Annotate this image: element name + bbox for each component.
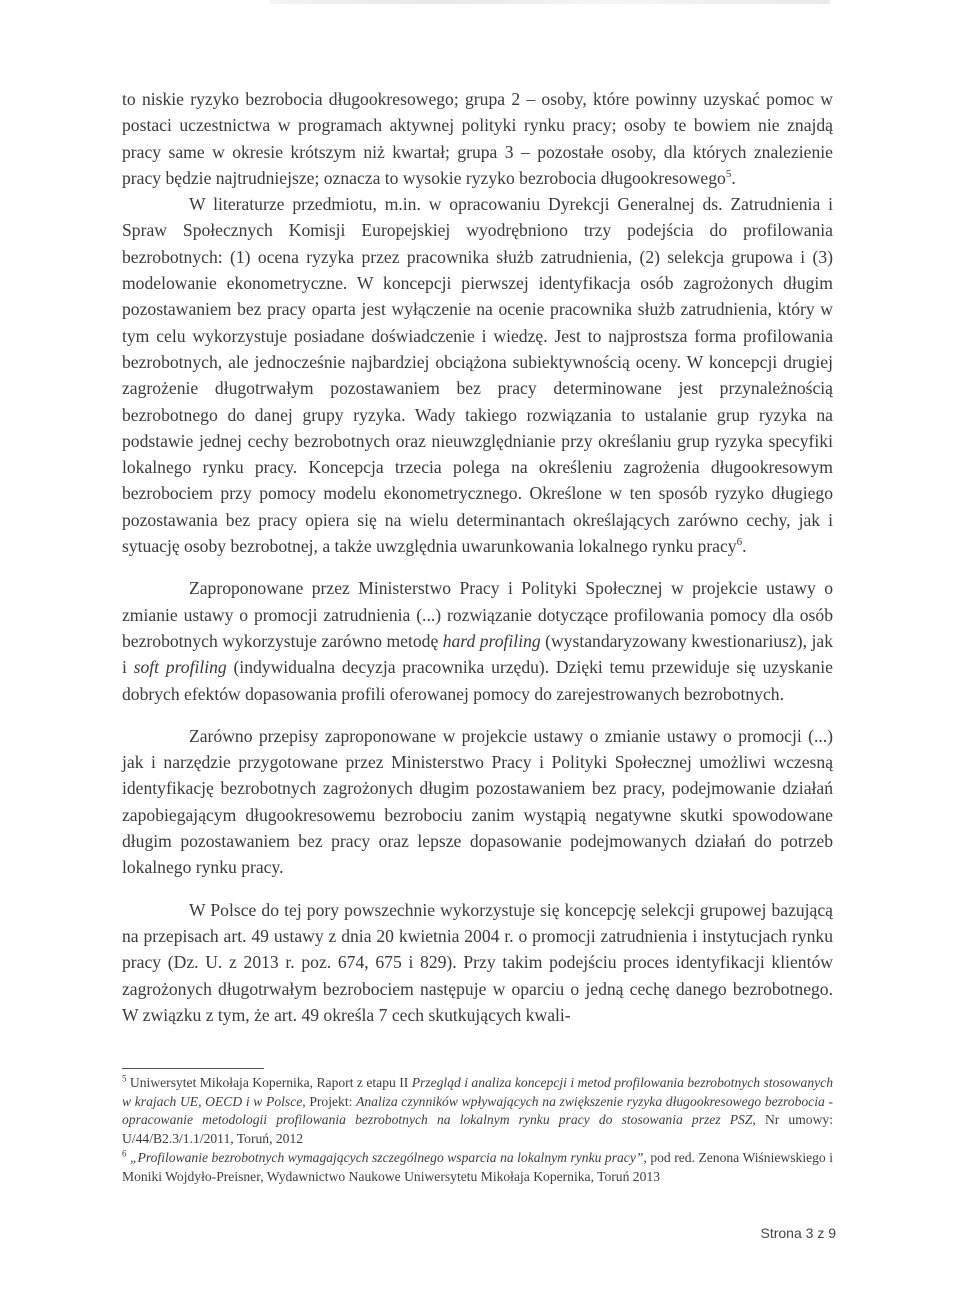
footnote-5-title: Przegląd i analiza koncepcji i metod profilowania bezrobotnych stosowanych w krajach UE, OECD i w Polsce — [122, 1075, 833, 1109]
paragraph-1-text: to niskie ryzyko bezrobocia długookresowego; grupa 2 – osoby, które powinny uzyskać pomoc w postaci uczestnictwa w programach aktywnej polityki rynku pracy; osoby te bowiem nie znajdą pracy same w okresie krótszym niż kwartał; grupa 3 – pozostałe osoby, dla których znalezienie pracy będzie najtrudniejsze; oznacza to wysokie ryzyko bezrobocia długookresowego — [122, 89, 833, 188]
footnote-5-text-c: , Nr umowy: U/44/B2.3/1.1/2011, Toruń, 2012 — [122, 1112, 833, 1147]
footnote-ref-6: 6 — [736, 536, 743, 549]
footnote-5-project: Analiza czynników wpływających na zwiększenie ryzyka długookresowego bezrobocia - opracowanie metodologii profilowania bezrobotnych na lokalnym rynku pracy do stosowania przez PSZ — [122, 1093, 833, 1128]
page-number: Strona 3 z 9 — [760, 1225, 836, 1241]
footnote-ref-5: 5 — [725, 168, 732, 181]
paragraph-2 — [122, 191, 833, 559]
footnote-5-number: 5 — [122, 1073, 127, 1084]
body-text — [122, 86, 833, 1028]
paragraph-1 — [122, 86, 833, 191]
paragraph-4: Zarówno przepisy zaproponowane w projekcie ustawy o zmianie ustawy o promocji (...) jak i narzędzie przygotowane przez Ministerstwo Pracy i Polityki Społecznej umożliwi wczesną identyfikację bezrobotnych zagrożonych długim pozostawaniem bez pracy, podejmowanie działań zapobiegającym długookresowemu bezrobociu zanim wystąpią negatywne skutki spowodowane długim pozostawaniem bez pracy oraz lepsze dopasowanie podejmowanych działań do potrzeb lokalnego rynku pracy. — [122, 725, 833, 878]
term-soft-profiling: soft profiling — [133, 657, 227, 678]
footnote-5 — [122, 1074, 833, 1149]
footnote-5-text-b: , Projekt: — [302, 1093, 357, 1109]
paragraph-1-end: . — [731, 167, 736, 188]
paragraph-3 — [122, 575, 833, 706]
paragraph-5: W Polsce do tej pory powszechnie wykorzystuje się koncepcję selekcji grupowej bazującą na przepisach art. 49 ustawy z dnia 20 kwietnia 2004 r. o promocji zatrudnienia i instytucjach rynku pracy (Dz. U. z 2013 r. poz. 674, 675 i 829). Przy takim podejściu proces identyfikacji klientów zagrożonych długotrwałym bezrobociem następuje w oparciu o jedną cechę danego bezrobotnego. W związku z tym, że art. 49 określa 7 cech skutkujących kwali- — [122, 899, 833, 1025]
paragraph-3-text-a: Zaproponowane przez Ministerstwo Pracy i Polityki Społecznej w projekcie ustawy o zmianie ustawy o promocji zatrudnienia (...) rozwiązanie dotyczące profilowania pomocy dla osób bezrobotnych wykorzystuje zarówno metodę — [122, 578, 833, 651]
footnote-6-number: 6 — [122, 1148, 127, 1159]
scan-edge-mark — [270, 0, 830, 4]
term-hard-profiling: hard profiling — [442, 630, 541, 651]
footnote-divider — [122, 1068, 264, 1069]
footnote-6 — [122, 1149, 833, 1186]
footnotes — [122, 1074, 833, 1186]
footnote-6-text: , pod red. Zenona Wiśniewskiego i Moniki Wojdyło-Preisner, Wydawnictwo Naukowe Uniwersytetu Mikołaja Kopernika, Toruń 2013 — [122, 1149, 833, 1184]
footnote-5-text-a: Uniwersytet Mikołaja Kopernika, Raport z etapu II — [126, 1075, 412, 1090]
footnote-6-title: „Profilowanie bezrobotnych wymagających szczególnego wsparcia na lokalnym rynku pracy” — [126, 1149, 644, 1165]
paragraph-2-text: W literaturze przedmiotu, m.in. w opracowaniu Dyrekcji Generalnej ds. Zatrudnienia i Spraw Społecznych Komisji Europejskiej wyodrębniono trzy podejścia do profilowania bezrobotnych: (1) ocena ryzyka przez pracownika służb zatrudnienia, (2) selekcja grupowa i (3) modelowanie ekonometryczne. W koncepcji pierwszej identyfikacja osób zagrożonych długim pozostawaniem bez pracy oparta jest wyłączenie na ocenie pracownika służb zatrudnienia, który w tym celu wykorzystuje posiadane doświadczenie i wiedzę. Jest to najprostsza forma profilowania bezrobotnych, ale jednocześnie najbardziej obciążona subiektywnością oceny. W koncepcji drugiej zagrożenie długotrwałym pozostawaniem bez pracy determinowane jest przynależnością bezrobotnego do danej grupy ryzyka. Wady takiego rozwiązania to ustalanie grup ryzyka na podstawie jednej cechy bezrobotnych oraz nieuwzględnianie przy określaniu grup ryzyka specyfiki lokalnego rynku pracy. Koncepcja trzecia polega na określeniu zagrożenia długookresowym bezrobociem przy pomocy modelu ekonometrycznego. Określone w ten sposób ryzyko długiego pozostawania bez pracy opiera się na wielu determinantach określających zarówno cechy, jak i sytuację osoby bezrobotnej, a także uwzględnia uwarunkowania lokalnego rynku pracy — [122, 194, 833, 557]
paragraph-2-end: . — [742, 536, 747, 557]
paragraph-3-text-c: (indywidualna decyzja pracownika urzędu). Dzięki temu przewiduje się uzyskanie dobrych efektów dopasowania profili oferowanej pomocy do zarejestrowanych bezrobotnych. — [122, 657, 833, 704]
paragraph-3-text-b: (wystandaryzowany kwestionariusz), jak i — [122, 630, 833, 678]
